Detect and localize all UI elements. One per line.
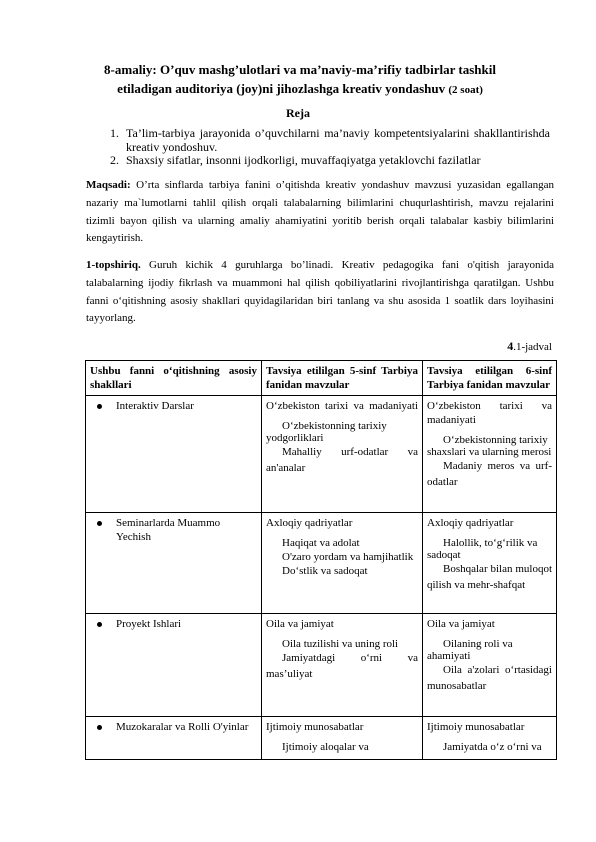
goal-paragraph bbox=[86, 177, 554, 248]
grade5-cell bbox=[262, 396, 423, 513]
form-label: Muzokaralar va Rolli O'yinlar bbox=[116, 721, 249, 733]
topic-label: Oila tuzilishi va uning roli bbox=[282, 638, 399, 650]
plan-item-text: Ta’lim-tarbiya jarayonida o’quvchilarni ma’naviy kompetentsiyalarini shakllantirishda kreativ yondoshuv. bbox=[126, 126, 550, 154]
table-header-row bbox=[86, 361, 557, 396]
topic-label: Oilaning roli va ahamiyati bbox=[427, 638, 513, 662]
topics-table bbox=[85, 360, 557, 760]
form-cell bbox=[86, 513, 262, 614]
form-cell bbox=[86, 396, 262, 513]
task-text: Guruh kichik 4 guruhlarga bo’linadi. Kreativ pedagogika fani o'qitish jarayonida talabalarning ijodiy fikrlash va muammoni hal qilish qobiliyatlarini rivojlantirishga qaratilgan. Ushbu fanni o‘qitishning asosiy shakllari quyidagilaridan biri tanlang va shu asosida 1 soatlik dars loyihasini tayyorlang. bbox=[86, 259, 554, 325]
subject-label: Oila va jamiyat bbox=[427, 618, 495, 630]
title-prefix: 8-amaliy: bbox=[104, 62, 160, 77]
header-grade6: Tavsiya etililgan 6-sinf Tarbiya fanidan mavzular bbox=[423, 361, 557, 396]
grade5-cell bbox=[262, 614, 423, 717]
topic-label: Haqiqat va adolat bbox=[282, 537, 360, 549]
plan-item-number: 1. bbox=[110, 126, 119, 140]
bullet-icon bbox=[97, 725, 102, 730]
form-label: Proyekt Ishlari bbox=[116, 618, 182, 630]
topic-label: Jamiyatdagi o‘rni va mas’uliyat bbox=[266, 652, 418, 680]
grade6-cell bbox=[423, 614, 557, 717]
bullet-icon bbox=[97, 404, 102, 409]
goal-text: O’rta sinflarda tarbiya fanini o’qitishda kreativ yondashuv mavzusi yuzasidan egallangan nazariy ma`lumotlarni tahlil qilish orqali talabalarning bilimlarini chuqurlashtirish, mavzu rejalarini tizimli bayon qilish va ularning amaliy ahamiyatini yoritib berish orqali talabalar kasbiy bilimlarini kengaytirish. bbox=[86, 179, 554, 245]
plan-item bbox=[110, 154, 550, 168]
title-main: O’quv mashg’ulotlari va ma’naviy-ma’rifiy tadbirlar tashkil etiladigan auditoriya (joy)ni jihozlashga kreativ yondashuv bbox=[117, 62, 496, 96]
subject-label: Oila va jamiyat bbox=[266, 618, 334, 630]
topic-label: Mahalliy urf-odatlar va an'analar bbox=[266, 446, 418, 474]
topic-label: Jamiyatda o‘z o‘rni va bbox=[443, 741, 542, 753]
plan-item bbox=[110, 127, 550, 154]
plan-item-text: Shaxsiy sifatlar, insonni ijodkorligi, muvaffaqiyatga yetaklovchi fazilatlar bbox=[126, 153, 481, 167]
bullet-icon bbox=[97, 521, 102, 526]
plan-item-number: 2. bbox=[110, 153, 119, 167]
table-caption bbox=[507, 339, 552, 354]
subject-label: O‘zbekiston tarixi va madaniyati bbox=[266, 400, 418, 412]
subject-label: Axloqiy qadriyatlar bbox=[266, 517, 353, 529]
subject-label: Ijtimoiy munosabatlar bbox=[266, 721, 364, 733]
topic-label: Oila a'zolari o‘rtasidagi munosabatlar bbox=[427, 664, 552, 692]
topic-label: Halollik, to‘g‘rilik va sadoqat bbox=[427, 537, 538, 561]
title-hours: (2 soat) bbox=[448, 84, 483, 96]
subject-label: Ijtimoiy munosabatlar bbox=[427, 721, 525, 733]
topic-label: Boshqalar bilan muloqot qilish va mehr-shafqat bbox=[427, 563, 552, 591]
header-forms: Ushbu fanni o‘qitishning asosiy shakllari bbox=[86, 361, 262, 396]
topic-label: Madaniy meros va urf-odatlar bbox=[427, 460, 552, 488]
form-label: Seminarlarda Muammo Yechish bbox=[116, 517, 221, 543]
topic-label: O‘zbekistonning tarixiy yodgorliklari bbox=[266, 420, 387, 444]
subject-label: Axloqiy qadriyatlar bbox=[427, 517, 514, 529]
grade6-cell bbox=[423, 513, 557, 614]
table-caption-number: 4 bbox=[507, 339, 514, 353]
bullet-icon bbox=[97, 622, 102, 627]
form-cell bbox=[86, 614, 262, 717]
subject-label: O‘zbekiston tarixi va madaniyati bbox=[427, 400, 552, 426]
table-row bbox=[86, 717, 557, 760]
table-row bbox=[86, 513, 557, 614]
table-caption-suffix: .1-jadval bbox=[513, 341, 552, 353]
grade6-cell bbox=[423, 396, 557, 513]
page-title bbox=[90, 60, 510, 100]
form-label: Interaktiv Darslar bbox=[116, 400, 194, 412]
table-row bbox=[86, 614, 557, 717]
plan-list bbox=[110, 127, 550, 168]
topic-label: Do‘stlik va sadoqat bbox=[282, 565, 368, 577]
topic-label: O'zaro yordam va hamjihatlik bbox=[282, 551, 414, 563]
plan-heading: Reja bbox=[286, 106, 310, 120]
form-cell bbox=[86, 717, 262, 760]
grade5-cell bbox=[262, 717, 423, 760]
topic-label: O‘zbekistonning tarixiy shaxslari va ularning merosi bbox=[427, 434, 552, 458]
topic-label: Ijtimoiy aloqalar va bbox=[282, 741, 369, 753]
task-label: 1-topshiriq. bbox=[86, 259, 141, 271]
table-row bbox=[86, 396, 557, 513]
header-grade5: Tavsiya etililgan 5-sinf Tarbiya fanidan mavzular bbox=[262, 361, 423, 396]
grade5-cell bbox=[262, 513, 423, 614]
grade6-cell bbox=[423, 717, 557, 760]
goal-label: Maqsadi: bbox=[86, 179, 131, 191]
task-paragraph bbox=[86, 257, 554, 328]
